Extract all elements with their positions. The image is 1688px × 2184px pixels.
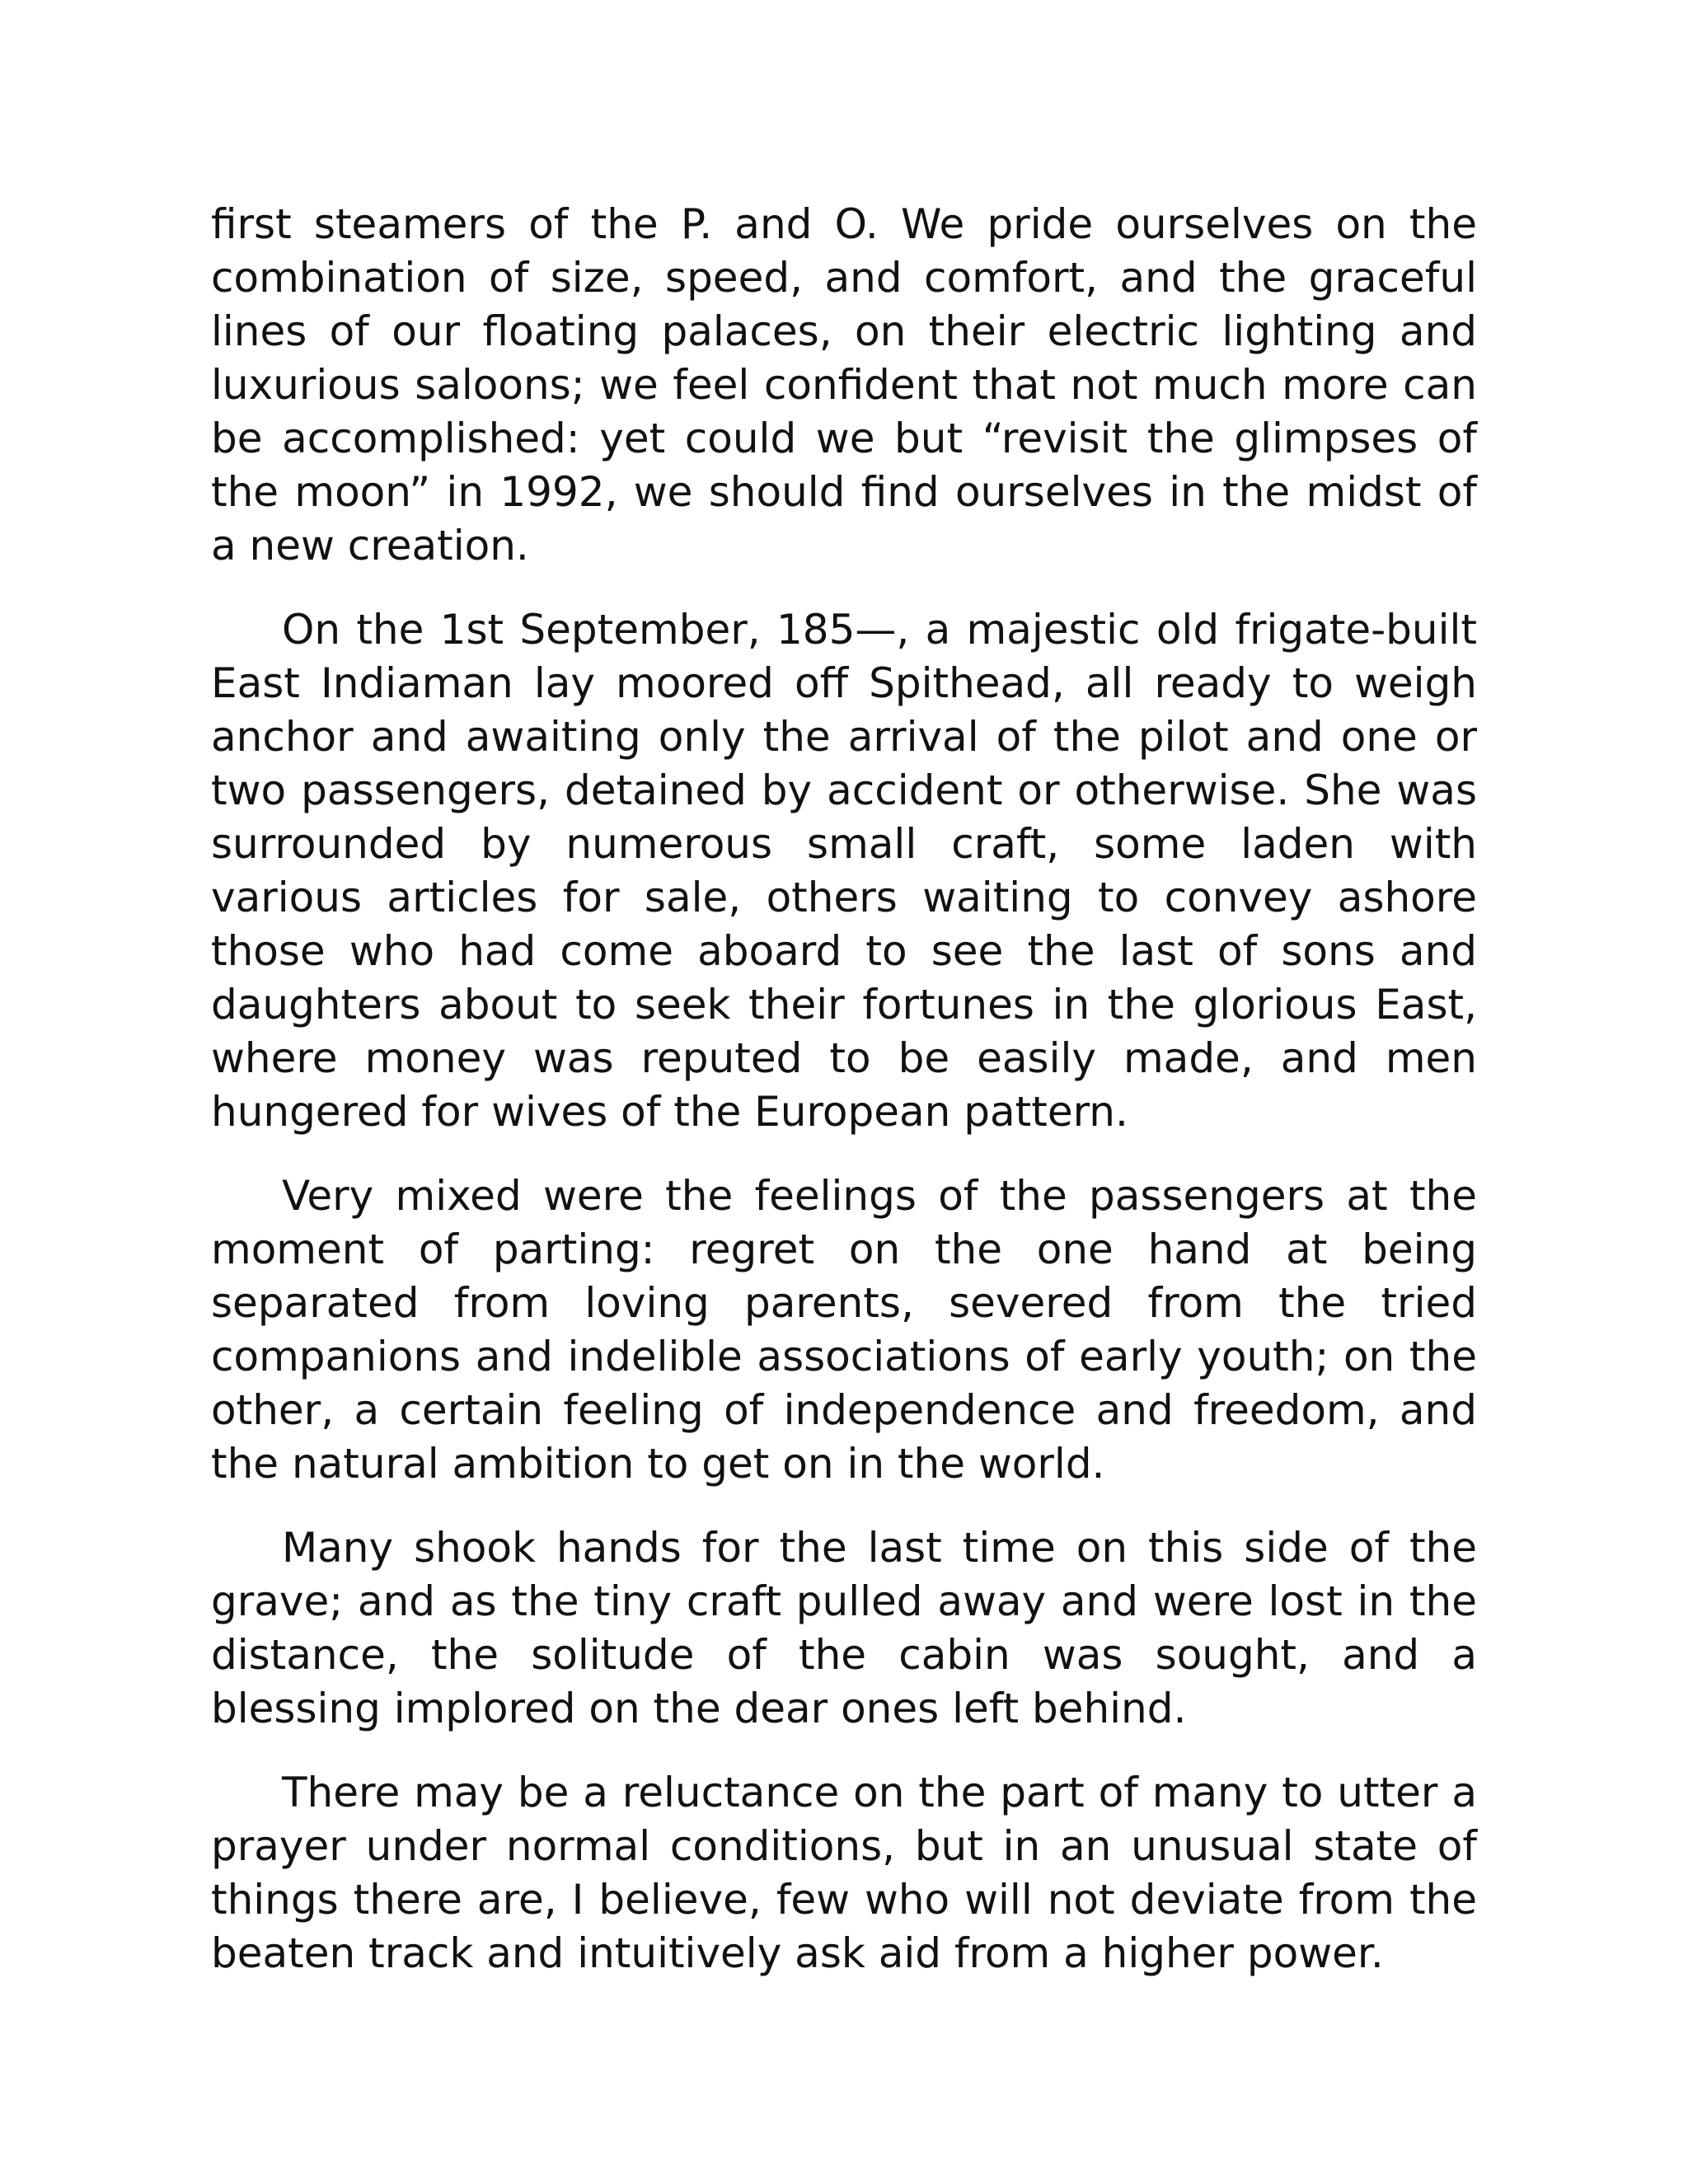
paragraph-continuation: first steamers of the P. and O. We pride ourselves on the combination of size, speed, and comfort, and the graceful lines of our floating palaces, on their electric lighting and luxurious saloons; we feel confident that not much more can be accomplished: yet could we but “revisit the glimpses of the moon” in 1992, we should find ourselves in the midst of a new creation. bbox=[211, 200, 1477, 569]
paragraph: Many shook hands for the last time on this side of the grave; and as the tiny craft pulled away and were lost in the distance, the solitude of the cabin was sought, and a blessing implored on the dear ones left behind. bbox=[211, 1524, 1477, 1732]
paragraph: On the 1st September, 185—, a majestic old frigate-built East Indiaman lay moored off Spithead, all ready to weigh anchor and awaiting only the arrival of the pilot and one or two passengers, detained by accident or otherwise. She was surrounded by numerous small craft, some laden with various articles for sale, others waiting to convey ashore those who had come aboard to see the last of sons and daughters about to seek their fortunes in the glorious East, where money was reputed to be easily made, and men hungered for wives of the European pattern. bbox=[211, 606, 1477, 1136]
paragraph: Very mixed were the feelings of the passengers at the moment of parting: regret on the one hand at being separated from loving parents, severed from the tried companions and indelible associations of early youth; on the other, a certain feeling of independence and freedom, and the natural ambition to get on in the world. bbox=[211, 1172, 1477, 1488]
body-text bbox=[211, 198, 1477, 2011]
paragraph: There may be a reluctance on the part of many to utter a prayer under normal conditions, but in an unusual state of things there are, I believe, few who will not deviate from the beaten track and intuitively ask aid from a higher power. bbox=[211, 1769, 1477, 1977]
